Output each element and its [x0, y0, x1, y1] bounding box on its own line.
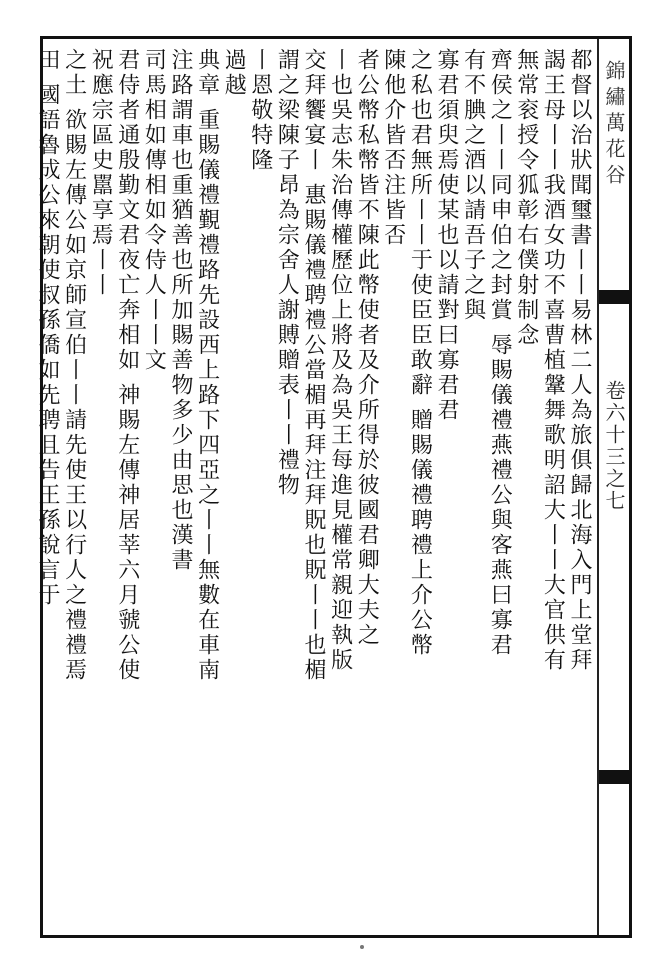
text-column: 丨也吳志朱治傳權歷位上將及為吳王每進見權常親迎執版	[327, 48, 353, 673]
text-column: 過越	[221, 48, 247, 98]
fish-tail-band-lower	[598, 770, 629, 784]
text-column: 丨恩敬特隆	[247, 48, 273, 173]
text-column: 交拜饗宴丨 惠賜儀禮聘禮公當楣再拜注拜貺也貺丨丨也楣	[300, 48, 326, 683]
text-column: 司馬相如傳相如令侍人丨丨文	[141, 48, 167, 373]
text-column: 之土 欲賜左傳公如京師宣伯丨丨請先使王以行人之禮禮焉	[61, 48, 87, 683]
text-column: 齊侯之丨丨同申伯之封賞 辱賜儀禮燕禮公與客燕曰寡君	[487, 48, 513, 658]
text-column: 寡君須臾焉使某也以請對曰寡君君	[433, 48, 459, 423]
text-column: 無常衮授令狐彰右僕射制念	[513, 48, 539, 348]
text-column: 陳他介皆否注皆否	[380, 48, 406, 248]
text-column: 都督以治狀聞璽書丨丨易林二人為旅俱歸北海入門上堂拜	[566, 48, 592, 673]
volume-label: 卷六十三之七	[602, 380, 626, 512]
text-column: 注路謂車也重猶善也所加賜善物多少由思也漢書	[167, 48, 193, 573]
fish-tail-band	[598, 290, 629, 304]
text-column: 典章 重賜儀禮覲禮路先設西上路下四亞之丨丨無數在車南	[194, 48, 220, 683]
text-column: 有不腆之酒以請吾子之與	[460, 48, 486, 323]
text-column: 者公幣私幣皆不陳此幣使者及介所得於彼國君卿大夫之	[354, 48, 380, 648]
column-rule	[597, 39, 599, 935]
page-speck	[360, 945, 364, 949]
text-column: 祝應宗區史嚚享焉丨丨	[88, 48, 114, 298]
text-column: 謂之梁陳子昂為宗舍人謝賻贈表丨丨禮物	[274, 48, 300, 498]
margin-title: 錦繡萬花谷	[602, 60, 626, 190]
text-column: 之私也君無所丨丨于使臣臣敢辭 贈賜儀禮聘禮上介公幣	[407, 48, 433, 658]
text-column: 謁王母丨丨我酒女功不喜曹植鞶舞歌明詔大丨丨大官供有	[540, 48, 566, 673]
text-column: 君侍者通殷勤文君夜亡奔相如 神賜左傳神居莘六月虢公使	[114, 48, 140, 683]
text-column: 田 國語魯成公來朝使叔孫僑如先聘且告王孫說言于	[34, 48, 60, 608]
